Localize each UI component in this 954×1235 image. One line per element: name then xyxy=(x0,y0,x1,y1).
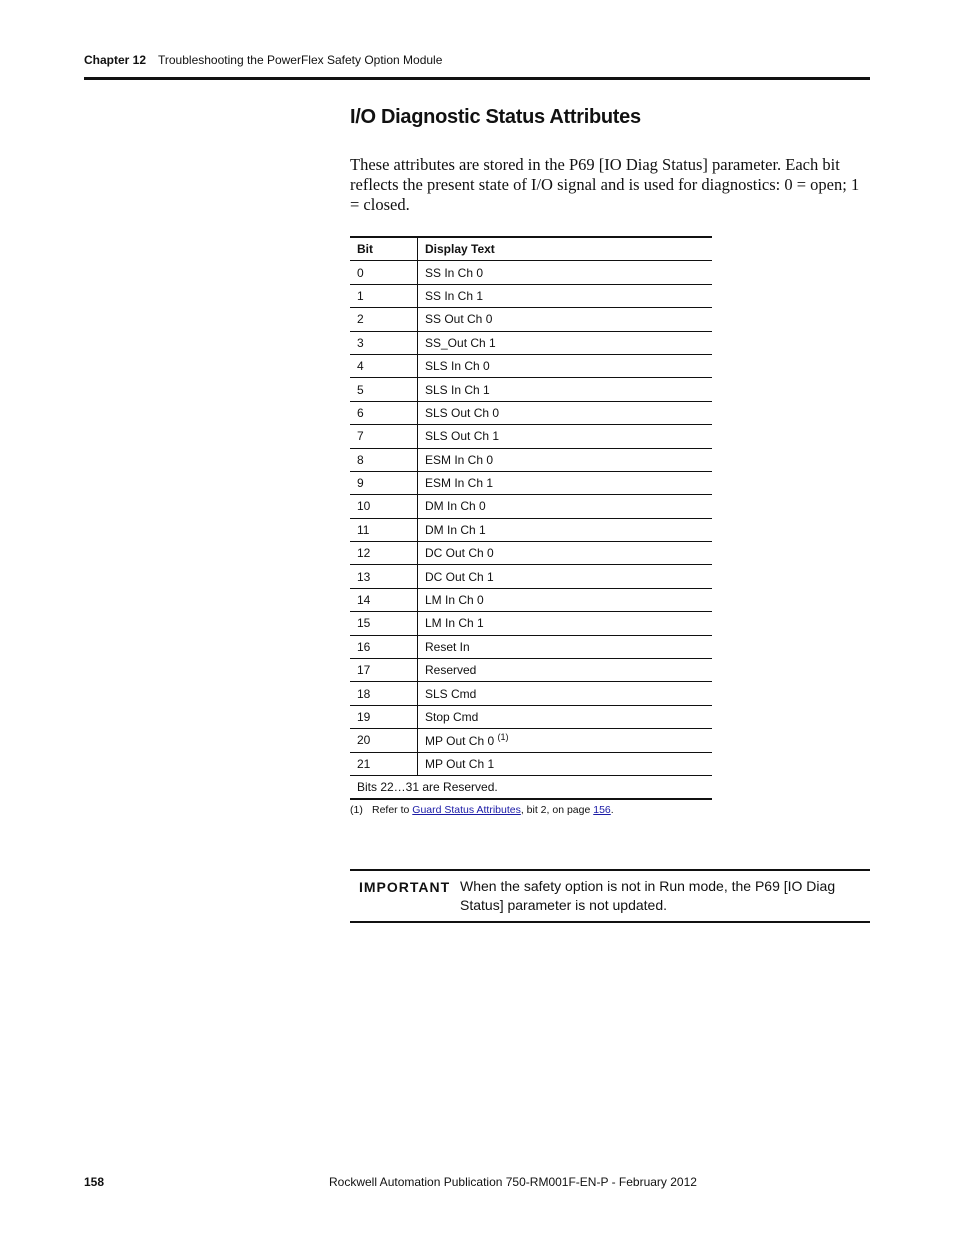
display-text: MP Out Ch 0 xyxy=(425,734,498,749)
table-row xyxy=(350,565,712,588)
display-text-cell xyxy=(418,471,713,494)
table-row xyxy=(350,729,712,752)
display-text: MP Out Ch 1 xyxy=(425,756,495,771)
display-text: SS_Out Ch 1 xyxy=(425,335,496,350)
table-row xyxy=(350,401,712,424)
display-text-cell xyxy=(418,635,713,658)
display-text: SLS Out Ch 1 xyxy=(425,429,500,444)
bit-cell: 13 xyxy=(350,565,418,588)
display-text: ESM In Ch 0 xyxy=(425,452,494,467)
footnote-number: (1) xyxy=(350,804,363,816)
display-text-cell xyxy=(418,378,713,401)
table-row xyxy=(350,448,712,471)
intro-paragraph: These attributes are stored in the P69 [IO Diag Status] parameter. Each bit reflects the present state of I/O signal and is used for diagnostics: 0 = open; 1 = closed. xyxy=(350,155,860,214)
display-text: SLS In Ch 0 xyxy=(425,359,490,374)
display-text-cell xyxy=(418,448,713,471)
bit-cell: 11 xyxy=(350,518,418,541)
display-text: SS Out Ch 0 xyxy=(425,312,493,327)
footnote-ref: (1) xyxy=(497,732,509,743)
display-text-cell xyxy=(418,495,713,518)
display-text: Reset In xyxy=(425,639,470,654)
bit-cell: 1 xyxy=(350,284,418,307)
important-callout xyxy=(350,869,870,923)
table-row xyxy=(350,588,712,611)
bit-cell: 10 xyxy=(350,495,418,518)
display-text: SLS Out Ch 0 xyxy=(425,405,500,420)
bit-cell: 2 xyxy=(350,308,418,331)
table-row xyxy=(350,705,712,728)
display-text: DM In Ch 0 xyxy=(425,499,486,514)
table-header-row xyxy=(350,237,712,261)
display-text: SS In Ch 0 xyxy=(425,265,484,280)
display-text-cell xyxy=(418,518,713,541)
table-row xyxy=(350,682,712,705)
bit-cell: 7 xyxy=(350,425,418,448)
display-text-cell xyxy=(418,542,713,565)
display-text-cell xyxy=(418,659,713,682)
bit-cell: 15 xyxy=(350,612,418,635)
section-title: I/O Diagnostic Status Attributes xyxy=(350,106,641,128)
display-text-cell xyxy=(418,729,713,752)
display-text-cell xyxy=(418,284,713,307)
display-text: Stop Cmd xyxy=(425,710,479,724)
display-text: DC Out Ch 0 xyxy=(425,546,494,561)
table-row xyxy=(350,308,712,331)
bit-cell: 19 xyxy=(350,705,418,728)
table-row xyxy=(350,518,712,541)
table-row xyxy=(350,752,712,775)
bit-cell: 14 xyxy=(350,588,418,611)
bit-cell: 0 xyxy=(350,261,418,284)
footnote-middle: , bit 2, on page xyxy=(520,804,594,816)
table-row xyxy=(350,612,712,635)
display-text-cell xyxy=(418,705,713,728)
table-row xyxy=(350,378,712,401)
display-text: LM In Ch 0 xyxy=(425,593,484,608)
table-row xyxy=(350,425,712,448)
bit-cell: 9 xyxy=(350,471,418,494)
table-row xyxy=(350,635,712,658)
display-text: SLS In Ch 1 xyxy=(425,382,490,397)
table-note: Bits 22…31 are Reserved. xyxy=(350,775,712,799)
bit-cell: 8 xyxy=(350,448,418,471)
display-text: SS In Ch 1 xyxy=(425,288,484,303)
table-row xyxy=(350,354,712,377)
bit-cell: 17 xyxy=(350,659,418,682)
display-text: DC Out Ch 1 xyxy=(425,569,494,584)
important-text: When the safety option is not in Run mode, the P69 [IO Diag Status] parameter is not updated. xyxy=(460,878,836,913)
display-text-cell xyxy=(418,308,713,331)
bit-cell: 5 xyxy=(350,378,418,401)
page-156-link[interactable]: 156 xyxy=(593,804,611,816)
footnote-prefix: Refer to xyxy=(372,804,413,816)
bit-cell: 18 xyxy=(350,682,418,705)
bit-cell: 12 xyxy=(350,542,418,565)
display-text: SLS Cmd xyxy=(425,686,477,701)
display-text-cell xyxy=(418,682,713,705)
table-row xyxy=(350,261,712,284)
page-number: 158 xyxy=(84,1175,105,1189)
table-row xyxy=(350,331,712,354)
important-label: IMPORTANT xyxy=(359,879,451,895)
table-row xyxy=(350,495,712,518)
io-diag-status-table xyxy=(350,236,712,800)
bit-cell: 3 xyxy=(350,331,418,354)
display-text-cell xyxy=(418,331,713,354)
bit-cell: 16 xyxy=(350,635,418,658)
display-text-cell xyxy=(418,752,713,775)
guard-status-attributes-link[interactable]: Guard Status Attributes xyxy=(412,804,521,816)
display-text-cell xyxy=(418,261,713,284)
bit-cell: 21 xyxy=(350,752,418,775)
display-text-cell xyxy=(418,612,713,635)
header-bit: Bit xyxy=(350,237,418,261)
header-display-text: Display Text xyxy=(418,237,713,261)
table-row xyxy=(350,542,712,565)
table-footnote xyxy=(350,804,614,816)
bit-cell: 20 xyxy=(350,729,418,752)
bit-cell: 4 xyxy=(350,354,418,377)
table-note-row xyxy=(350,775,712,799)
chapter-title: Troubleshooting the PowerFlex Safety Option Module xyxy=(158,53,443,67)
table-row xyxy=(350,284,712,307)
bit-cell: 6 xyxy=(350,401,418,424)
page-header xyxy=(84,53,870,80)
chapter-label: Chapter 12 xyxy=(84,53,147,67)
display-text-cell xyxy=(418,425,713,448)
display-text-cell xyxy=(418,401,713,424)
display-text-cell xyxy=(418,588,713,611)
display-text-cell xyxy=(418,565,713,588)
display-text: ESM In Ch 1 xyxy=(425,476,494,491)
display-text-cell xyxy=(418,354,713,377)
display-text: LM In Ch 1 xyxy=(425,616,484,631)
display-text: Reserved xyxy=(425,663,477,678)
table-row xyxy=(350,659,712,682)
display-text: DM In Ch 1 xyxy=(425,522,486,537)
table-row xyxy=(350,471,712,494)
footnote-suffix: . xyxy=(610,804,614,816)
publication-info: Rockwell Automation Publication 750-RM001F-EN-P - February 2012 xyxy=(329,1175,697,1189)
